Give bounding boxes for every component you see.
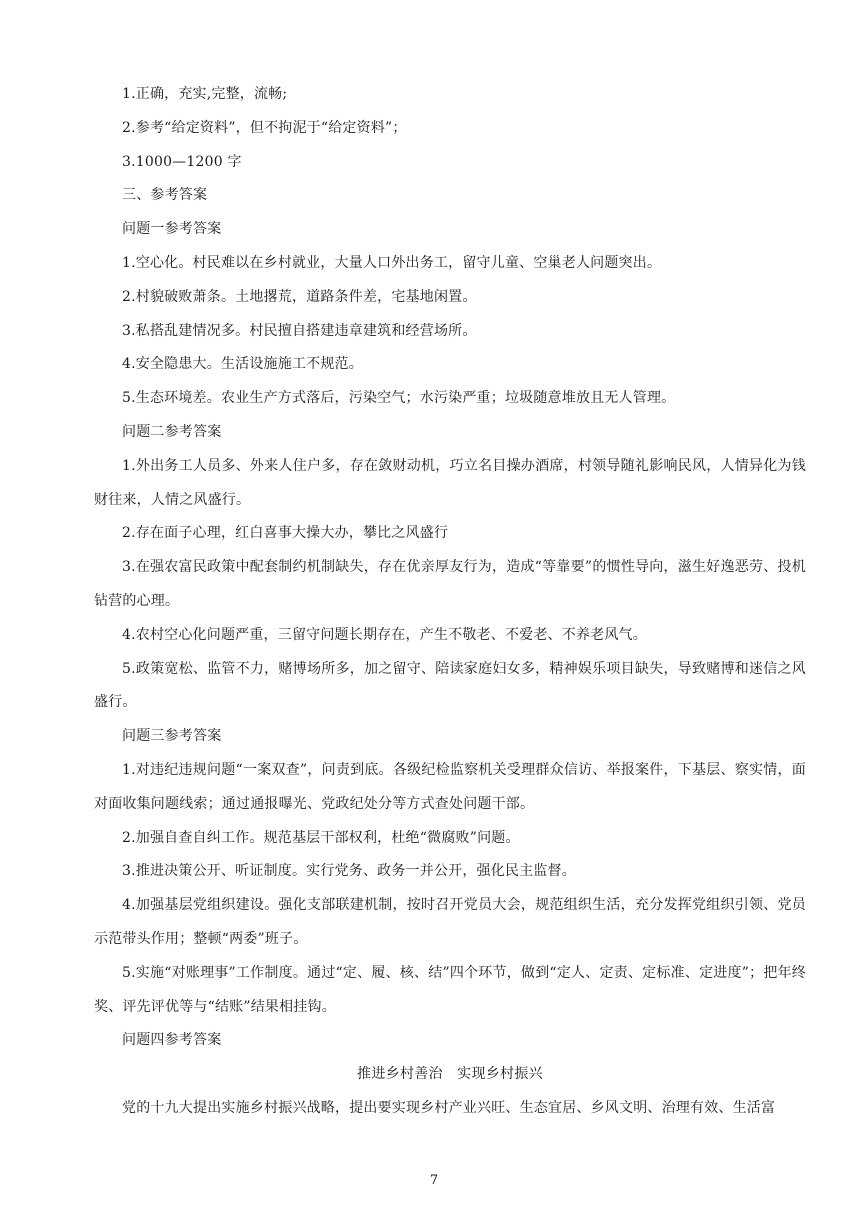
q2-item-4: 4.农村空心化问题严重，三留守问题长期存在，产生不敬老、不爱老、不养老风气。 [122,626,647,643]
q2-item-2: 2.存在面子心理，红白喜事大操大办，攀比之风盛行 [122,525,449,542]
q3-item-5: 5.实施“对账理事”工作制度。通过“定、履、核、结”四个环节，做到“定人、定责、定标准、定进度”；把年终奖、评先评优等与“结账”结果相挂钩。 [94,964,806,1015]
q3-item-2: 2.加强自查自纠工作。规范基层干部权利，杜绝“微腐败”问题。 [122,829,520,846]
page-number: 7 [429,1173,439,1188]
essay-first-line: 党的十九大提出实施乡村振兴战略，提出要实现乡村产业兴旺、生态宜居、乡风文明、治理有效、生活富 [122,1099,776,1116]
q2-heading: 问题二参考答案 [122,423,222,440]
essay-title: 推进乡村善治 实现乡村振兴 [357,1066,543,1083]
q3-item-1: 1.对违纪违规问题“一案双查”，问责到底。各级纪检监察机关受理群众信访、举报案件，下基层、察实情，面对面收集问题线索；通过通报曝光、党政纪处分等方式查处问题干部。 [94,761,806,812]
q3-item-4: 4.加强基层党组织建设。强化支部联建机制，按时召开党员大会，规范组织生活，充分发挥党组织引领、党员示范带头作用；整顿“两委”班子。 [94,897,806,947]
q2-item-1: 1.外出务工人员多、外来人住户多，存在敛财动机，巧立名目操办酒席，村领导随礼影响民风，人情异化为钱财往来，人情之风盛行。 [94,457,806,508]
q2-item-5: 5.政策宽松、监管不力，赌博场所多，加之留守、陪读家庭妇女多，精神娱乐项目缺失，导致赌博和迷信之风盛行。 [94,660,806,711]
q3-heading: 问题三参考答案 [122,728,222,745]
requirement-1: 1.正确，充实,完整，流畅; [122,86,288,102]
q3-item-3: 3.推进决策公开、听证制度。实行党务、政务一并公开，强化民主监督。 [122,863,576,880]
q1-item-2: 2.村貌破败萧条。土地撂荒，道路条件差，宅基地闲置。 [122,288,477,305]
q1-item-1: 1.空心化。村民难以在乡村就业，大量人口外出务工，留守儿童、空巢老人问题突出。 [122,254,662,271]
requirement-3: 3.1000—1200 字 [122,153,242,170]
q1-heading: 问题一参考答案 [122,221,222,238]
q4-heading: 问题四参考答案 [122,1032,222,1049]
requirement-2: 2.参考“给定资料”，但不拘泥于“给定资料”； [122,119,407,136]
q2-item-3: 3.在强农富民政策中配套制约机制缺失，存在优亲厚友行为，造成“等靠要”的惯性导向，滋生好逸恶劳、投机钻营的心理。 [94,559,806,609]
q1-item-5: 5.生态环境差。农业生产方式落后，污染空气；水污染严重；垃圾随意堆放且无人管理。 [122,390,676,407]
page-content [94,78,806,1126]
q1-item-3: 3.私搭乱建情况多。村民擅自搭建违章建筑和经营场所。 [122,322,477,339]
section-heading: 三、参考答案 [122,187,208,204]
q1-item-4: 4.安全隐患大。生活设施施工不规范。 [122,356,363,373]
